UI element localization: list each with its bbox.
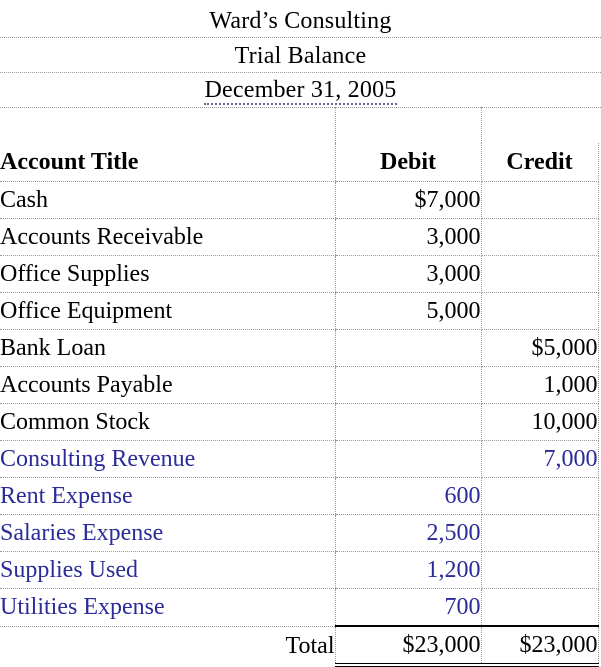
credit-amount [481,293,598,330]
table-header-row [0,143,598,182]
table-row [0,293,598,330]
table-row [0,219,598,256]
gridline [481,107,482,143]
gridline [0,72,601,73]
report-title: Trial Balance [234,43,367,69]
debit-amount: 2,500 [335,515,481,552]
debit-amount: 3,000 [335,219,481,256]
gridline [0,107,601,108]
account-name: Office Equipment [0,293,335,330]
company-name: Ward’s Consulting [209,8,392,34]
total-credit: $23,000 [481,626,598,665]
account-name: Office Supplies [0,256,335,293]
debit-amount [335,404,481,441]
table-row [0,330,598,367]
table-row [0,589,598,627]
debit-amount: 700 [335,589,481,627]
table-row [0,478,598,515]
table-row [0,367,598,404]
credit-amount [481,182,598,219]
table-row [0,552,598,589]
debit-amount [335,441,481,478]
table-row [0,182,598,219]
report-date: December 31, 2005 [204,77,397,103]
debit-amount [335,367,481,404]
debit-amount [335,330,481,367]
account-name: Accounts Receivable [0,219,335,256]
credit-amount: $5,000 [481,330,598,367]
credit-amount: 10,000 [481,404,598,441]
account-name: Supplies Used [0,552,335,589]
report-date-wrapper [0,75,601,105]
table-row [0,441,598,478]
table-row [0,404,598,441]
debit-amount: 600 [335,478,481,515]
account-title-header: Account Title [0,143,335,182]
credit-amount [481,589,598,627]
gridline [335,107,336,143]
credit-amount [481,219,598,256]
credit-header: Credit [481,143,598,182]
debit-header: Debit [335,143,481,182]
account-name: Common Stock [0,404,335,441]
total-debit: $23,000 [335,626,481,665]
gridline [0,37,601,38]
table-row [0,256,598,293]
trial-balance-table [0,143,599,667]
account-name: Rent Expense [0,478,335,515]
account-name: Utilities Expense [0,589,335,627]
total-label: Total [285,632,335,659]
credit-amount: 1,000 [481,367,598,404]
account-name: Cash [0,182,335,219]
credit-amount [481,478,598,515]
total-row [0,626,598,665]
debit-amount: $7,000 [335,182,481,219]
debit-amount: 5,000 [335,293,481,330]
debit-amount: 1,200 [335,552,481,589]
account-name: Accounts Payable [0,367,335,404]
account-name: Consulting Revenue [0,441,335,478]
credit-amount [481,515,598,552]
account-name: Bank Loan [0,330,335,367]
credit-amount [481,552,598,589]
debit-amount: 3,000 [335,256,481,293]
credit-amount: 7,000 [481,441,598,478]
table-row [0,515,598,552]
account-name: Salaries Expense [0,515,335,552]
credit-amount [481,256,598,293]
